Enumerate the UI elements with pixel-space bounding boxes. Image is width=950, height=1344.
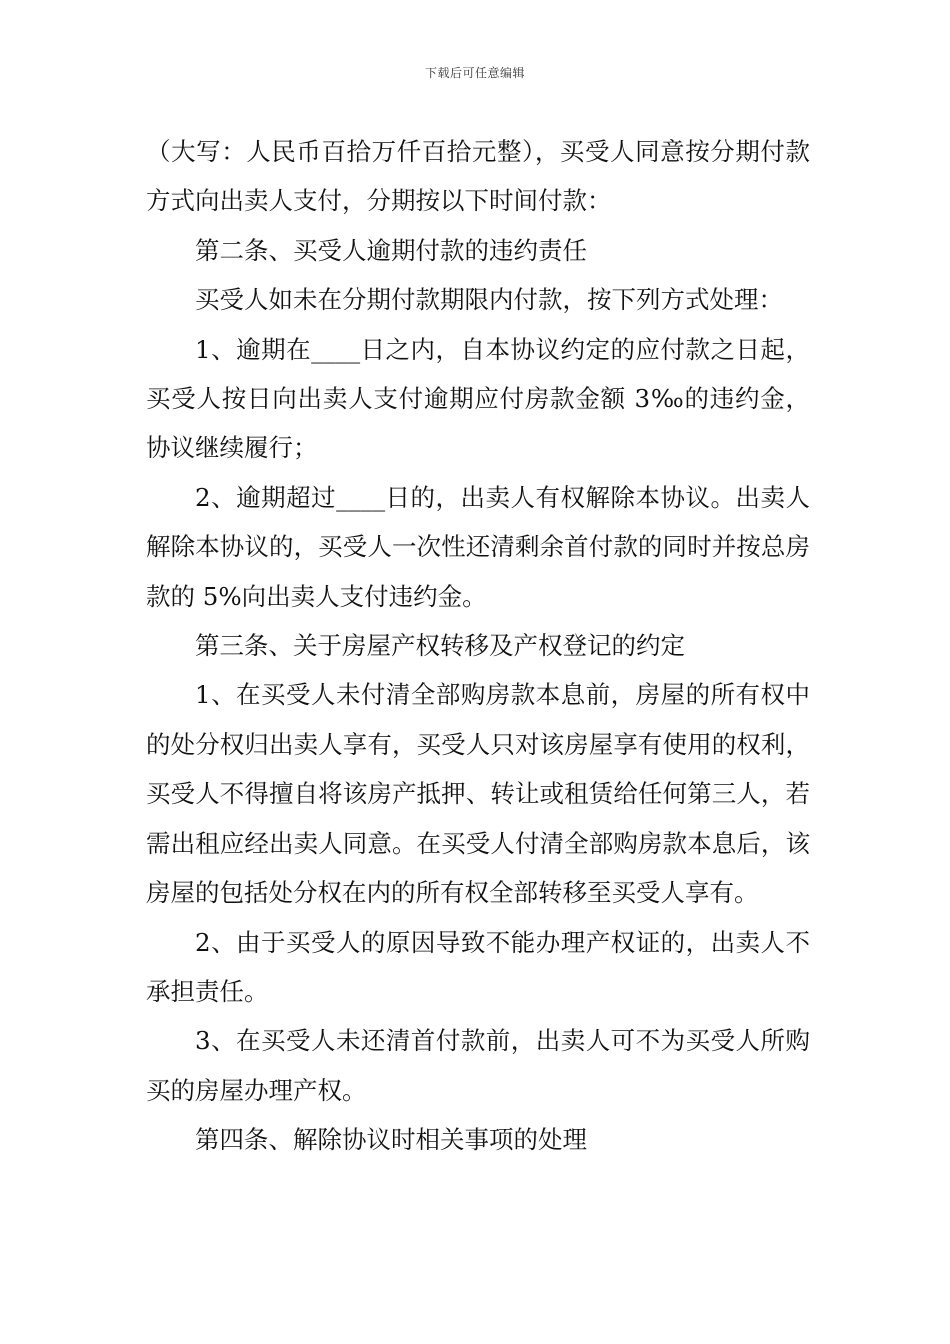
- heading-article-4: 第四条、解除协议时相关事项的处理: [195, 1125, 587, 1155]
- paragraph-ownership-item-3: 3、在买受人未还清首付款前，出卖人可不为买受人所购买的房屋办理产权。: [146, 1026, 810, 1105]
- paragraph-late-payment-item-2: 2、逾期超过____日的，出卖人有权解除本协议。出卖人解除本协议的，买受人一次性还清剩余首付款的同时并按总房款的 5%向出卖人支付违约金。: [146, 482, 810, 611]
- paragraph-late-payment-intro: 买受人如未在分期付款期限内付款，按下列方式处理：: [195, 285, 783, 315]
- paragraph-payment-amount: （大写：人民币百拾万仟百拾元整），买受人同意按分期付款方式向出卖人支付，分期按以下时间付款：: [146, 137, 810, 216]
- page-header: 下载后可任意编辑: [424, 66, 525, 80]
- paragraph-late-payment-item-1: 1、逾期在____日之内，自本协议约定的应付款之日起，买受人按日向出卖人支付逾期应付房款金额 3‰的违约金，协议继续履行；: [146, 334, 810, 463]
- heading-article-2: 第二条、买受人逾期付款的违约责任: [195, 235, 587, 265]
- document-body: [146, 127, 810, 1165]
- paragraph-ownership-item-2: 2、由于买受人的原因导致不能办理产权证的，出卖人不承担责任。: [146, 927, 810, 1006]
- heading-article-3: 第三条、关于房屋产权转移及产权登记的约定: [195, 631, 685, 661]
- paragraph-ownership-item-1: 1、在买受人未付清全部购房款本息前，房屋的所有权中的处分权归出卖人享有，买受人只对该房屋享有使用的权利，买受人不得擅自将该房产抵押、转让或租赁给任何第三人，若需出租应经出卖人同意。在买受人付清全部购房款本息后，该房屋的包括处分权在内的所有权全部转移至买受人享有。: [146, 680, 810, 908]
